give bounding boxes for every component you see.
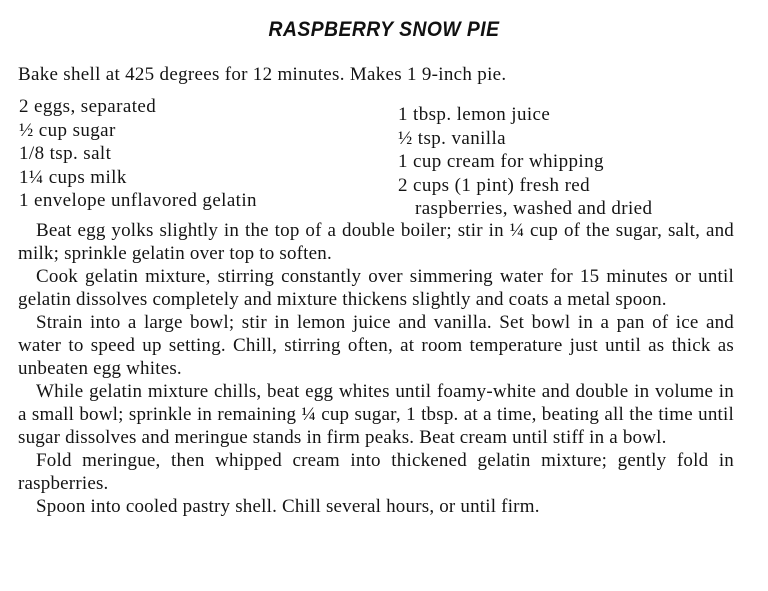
- ingredient-item: 2 cups (1 pint) fresh red: [398, 174, 591, 196]
- instruction-step-4: While gelatin mixture chills, beat egg whites until foamy-white and double in volume in a small bowl; sprinkle in remaining ¼ cup sugar, 1 tbsp. at a time, beating all the time until sugar dissolves and meringue stands in firm peaks. Beat cream until stiff in a bowl.: [18, 381, 734, 448]
- ingredient-item: 1/8 tsp. salt: [19, 143, 112, 164]
- ingredients-right-column: [398, 103, 652, 221]
- ingredient-item: 2 eggs, separated: [19, 96, 157, 117]
- recipe-instructions: [18, 219, 734, 518]
- ingredient-item-continuation: raspberries, washed and dried: [415, 198, 653, 219]
- ingredient-item: 1 cup cream for whipping: [398, 151, 604, 172]
- recipe-title: RASPBERRY SNOW PIE: [268, 18, 500, 41]
- ingredient-item: 1 tbsp. lemon juice: [398, 104, 551, 125]
- instruction-step-2: Cook gelatin mixture, stirring constantly over simmering water for 15 minutes or until gelatin dissolves completely and mixture thickens slightly and coats a metal spoon.: [18, 266, 734, 310]
- ingredients-left-column: [19, 95, 257, 213]
- ingredient-item: ½ cup sugar: [19, 119, 116, 141]
- instruction-step-1: Beat egg yolks slightly in the top of a double boiler; stir in ¼ cup of the sugar, salt, and milk; sprinkle gelatin over top to soften.: [18, 220, 734, 264]
- instruction-step-6: Spoon into cooled pastry shell. Chill several hours, or until firm.: [36, 496, 540, 517]
- ingredient-item: ½ tsp. vanilla: [398, 127, 506, 149]
- ingredient-item: 1¼ cups milk: [19, 166, 127, 188]
- instruction-step-3: Strain into a large bowl; stir in lemon juice and vanilla. Set bowl in a pan of ice and water to speed up setting. Chill, stirring often, at room temperature just until as thick as unbeaten egg whites.: [18, 312, 734, 379]
- recipe-intro: Bake shell at 425 degrees for 12 minutes. Makes 1 9-inch pie.: [18, 64, 507, 85]
- ingredient-item: 1 envelope unflavored gelatin: [19, 190, 257, 211]
- instruction-step-5: Fold meringue, then whipped cream into thickened gelatin mixture; gently fold in raspberries.: [18, 450, 734, 494]
